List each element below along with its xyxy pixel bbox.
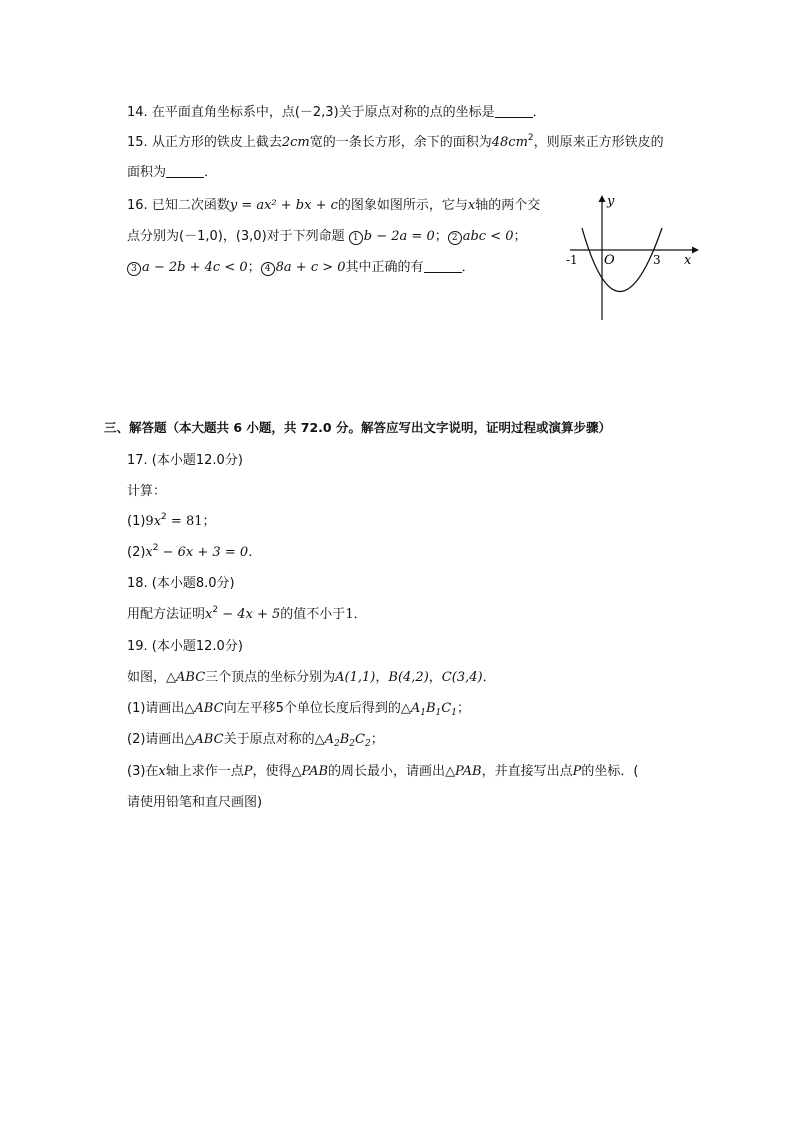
q19-p2-result: $\triangle A_2B_2C_2$: [314, 732, 371, 749]
section-3-title: 三、解答题（本大题共 6 小题，共 72.0 分。解答应写出文字说明，证明过程或演算步骤）: [104, 420, 611, 435]
q16-sep-1: ；: [434, 229, 448, 244]
q18-var: x: [205, 607, 213, 622]
q16-circle-3: 3: [127, 262, 141, 276]
origin-label: O: [604, 253, 615, 268]
q19-p3-e: ，并直接写出点: [481, 764, 573, 779]
q15-area-exponent: 2: [527, 133, 534, 143]
q16-number: 16.: [127, 198, 148, 213]
right-root-label: 3: [653, 253, 661, 267]
q19-point-c: C(3,4): [441, 670, 483, 685]
q19-p2-triangle: △ABC: [184, 732, 224, 747]
q19-comma-2: ，: [428, 670, 442, 685]
q19-point-b: B(4,2): [388, 670, 429, 685]
q16-circle-1: 1: [349, 231, 363, 245]
q19-p3-x: x: [158, 764, 166, 779]
q15-area: 48cm: [491, 135, 528, 150]
q14-number: 14.: [127, 105, 148, 120]
q19-p3-d: 的周长最小，请画出: [328, 764, 446, 779]
q17-p1-var: x: [153, 514, 162, 529]
q17-part-1: [127, 512, 215, 532]
q17-p2-label: (2): [127, 545, 146, 560]
q19-intro-b: 三个顶点的坐标分别为: [205, 670, 336, 685]
q19-p2-b: 关于原点对称的: [223, 732, 315, 747]
q18-exp: 2: [212, 605, 219, 615]
question-14: [127, 103, 546, 123]
q14-answer-blank: [495, 105, 533, 118]
q17-p2-exp: 2: [152, 543, 159, 553]
q16-circle-2: 2: [448, 231, 462, 245]
q17-p1-rest: = 81；: [166, 514, 216, 529]
q17-p2-var: x: [145, 545, 153, 560]
q19-p1-triangle: △ABC: [184, 701, 224, 716]
q19-p3-c: ，使得: [252, 764, 292, 779]
q15-line2-text: 面积为: [127, 165, 167, 180]
question-16-line1: [127, 196, 540, 216]
q14-end: ．: [532, 105, 546, 120]
q19-part-2: [127, 730, 384, 750]
q16-text-c: 轴的两个交: [475, 198, 541, 213]
q16-end: ．: [461, 260, 475, 275]
q19-intro: [127, 668, 496, 688]
q15-text-b: 宽的一条长方形，余下的面积为: [309, 135, 492, 150]
q15-width: 2cm: [281, 135, 310, 150]
q17-p2-rest: − 6x + 3 = 0．: [158, 545, 262, 560]
q19-p1-a: (1)请画出: [127, 701, 185, 716]
q16-text-e: 其中正确的有: [345, 260, 424, 275]
q18-text: [127, 605, 367, 625]
q19-period: ．: [482, 670, 496, 685]
q19-triangle: △ABC: [166, 670, 206, 685]
q19-comma-1: ，: [375, 670, 389, 685]
q15-number: 15.: [127, 135, 148, 150]
q19-p3-b: 轴上求作一点: [165, 764, 244, 779]
q16-sep-2: ；: [513, 229, 527, 244]
q17-part-2: [127, 543, 261, 563]
x-axis-arrow: [692, 247, 699, 254]
q17-header: 17. (本小题12.0分): [127, 453, 243, 468]
q17-p1-label: (1): [127, 514, 146, 529]
q19-p3-f: 的坐标．(: [581, 764, 639, 779]
q19-part-3: [127, 762, 638, 782]
q19-part-1: [127, 699, 470, 719]
q16-prop-3: a − 2b + 4c < 0: [142, 260, 248, 275]
left-root-label: -1: [566, 253, 578, 267]
q17-p1-coef: 9: [145, 514, 154, 529]
q14-text: 在平面直角坐标系中，点(－2,3)关于原点对称的点的坐标是: [151, 105, 495, 120]
q16-text-b: 的图象如图所示，它与: [337, 198, 468, 213]
q17-p1-exp: 2: [161, 512, 167, 522]
q16-circle-4: 4: [261, 262, 275, 276]
q19-p1-b: 向左平移5个单位长度后得到的: [223, 701, 401, 716]
q15-end: ．: [204, 165, 218, 180]
q18-rest: − 4x + 5: [218, 607, 281, 622]
q19-header: 19. (本小题12.0分): [127, 639, 243, 654]
q18-text-b: 的值不小于: [280, 607, 346, 622]
q15-text-a: 从正方形的铁皮上截去: [151, 135, 282, 150]
q18-text-a: 用配方法证明: [127, 607, 206, 622]
q19-part-3-line2: 请使用铅笔和直尺画图): [127, 795, 263, 810]
q18-header: 18. (本小题8.0分): [127, 576, 235, 591]
q19-p3-point: P: [243, 764, 253, 779]
q18-one: 1: [345, 607, 354, 622]
q19-p3-a: (3)在: [127, 764, 159, 779]
q17-intro: 计算：: [127, 484, 167, 499]
q19-p2-end: ；: [370, 732, 384, 747]
q18-end: ．: [353, 607, 367, 622]
q19-p1-end: ；: [456, 701, 470, 716]
question-16-line3: [127, 258, 475, 278]
q19-p3-triangle: △PAB: [291, 764, 329, 779]
q16-answer-blank: [424, 260, 462, 273]
parabola-curve: [582, 228, 662, 292]
q16-text-d: 点分别为(－1,0)，(3,0)对于下列命题: [127, 229, 345, 244]
question-16-line2: [127, 227, 527, 247]
q16-prop-1: b − 2a = 0: [363, 229, 435, 244]
q19-p3-point-2: P: [572, 764, 582, 779]
q19-intro-a: 如图，: [127, 670, 167, 685]
q16-prop-4: 8a + c > 0: [275, 260, 346, 275]
q16-function: y = ax² + bx + c: [229, 198, 338, 213]
q19-point-a: A(1,1): [335, 670, 376, 685]
x-axis-label: x: [684, 253, 692, 268]
q16-x-variable: x: [467, 198, 476, 213]
q16-text-a: 已知二次函数: [151, 198, 230, 213]
q19-p1-result: $\triangle A_1B_1C_1$: [400, 701, 457, 718]
q16-prop-2: abc < 0: [462, 229, 514, 244]
q15-text-c: ，则原来正方形铁皮的: [533, 135, 664, 150]
question-15: [127, 133, 664, 153]
q19-p3-triangle-2: △PAB: [445, 764, 482, 779]
y-axis-label: y: [607, 194, 615, 209]
y-axis-arrow: [599, 195, 606, 202]
parabola-graph: [560, 190, 700, 325]
question-15-line2: [127, 163, 217, 183]
q15-answer-blank: [166, 165, 204, 178]
q16-sep-3: ；: [247, 260, 261, 275]
q19-p2-a: (2)请画出: [127, 732, 185, 747]
